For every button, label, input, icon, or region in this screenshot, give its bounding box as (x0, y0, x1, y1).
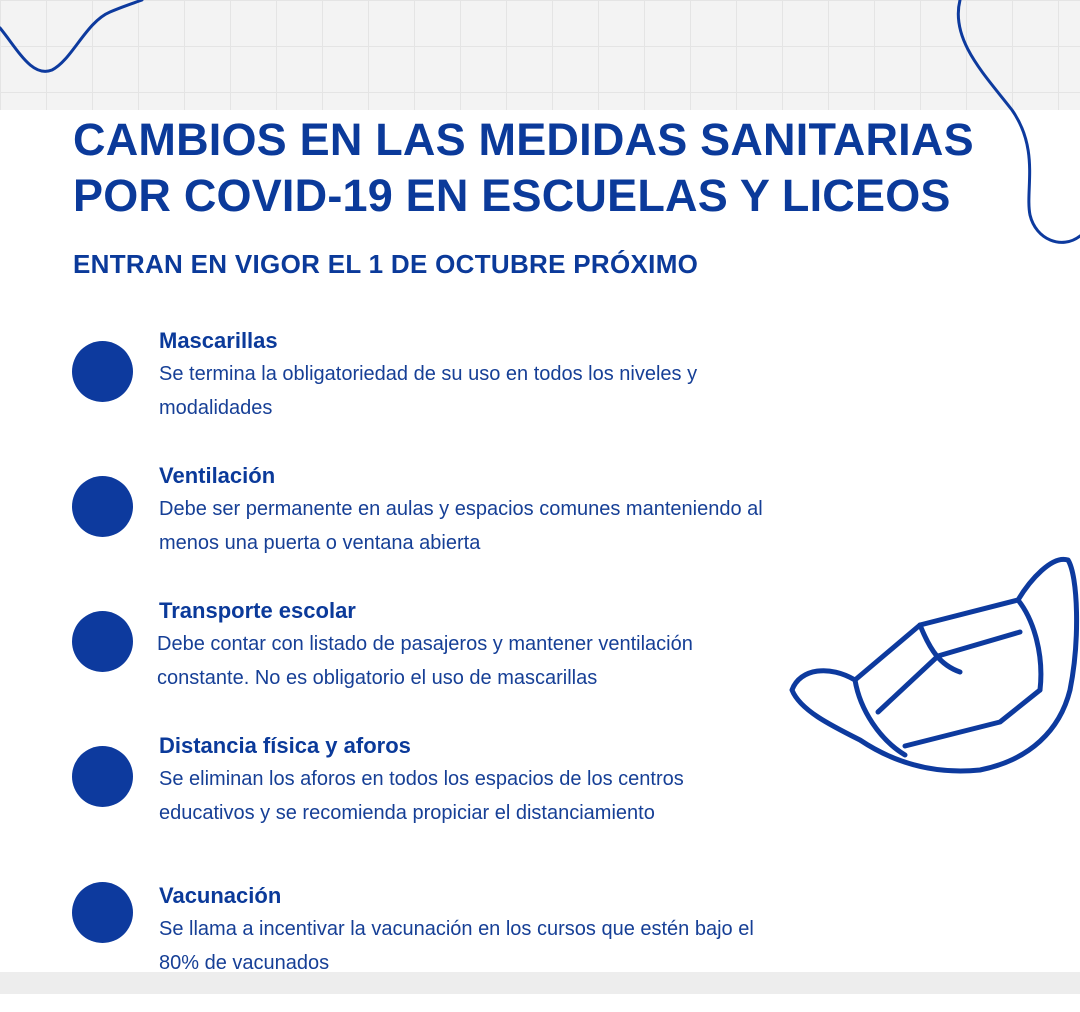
item-description (159, 492, 939, 560)
item-description (159, 912, 939, 980)
page-subtitle: ENTRAN EN VIGOR EL 1 DE OCTUBRE PRÓXIMO (73, 249, 699, 279)
item-description-line-2: constante. No es obligatorio el uso de mascarillas (157, 667, 598, 689)
item-description (159, 762, 939, 830)
top-left-squiggle (0, 0, 142, 71)
title-line-1: CAMBIOS EN LAS MEDIDAS SANITARIAS (73, 114, 974, 165)
bullet-dot (72, 611, 133, 672)
item-title: Distancia física y aforos (159, 733, 411, 758)
item-description-line-2: educativos y se recomienda propiciar el distanciamiento (159, 802, 655, 824)
item-description-line-2: menos una puerta o ventana abierta (159, 532, 481, 554)
list-item-mascarillas (0, 327, 1080, 457)
item-description-line-2: 80% de vacunados (159, 952, 330, 974)
item-description-line-1: Debe ser permanente en aulas y espacios comunes manteniendo al (159, 498, 763, 520)
item-description-line-2: modalidades (159, 397, 273, 419)
item-description (157, 627, 937, 695)
item-description-line-1: Se llama a incentivar la vacunación en los cursos que estén bajo el (159, 918, 754, 940)
item-title: Ventilación (159, 463, 276, 488)
bullet-dot (72, 341, 133, 402)
list-item-distancia-fisica (0, 732, 1080, 862)
item-title: Mascarillas (159, 328, 278, 353)
bullet-dot (72, 746, 133, 807)
bullet-dot (72, 476, 133, 537)
list-item-ventilacion (0, 462, 1080, 592)
item-description (159, 357, 939, 425)
bullet-dot (72, 882, 133, 943)
item-title: Vacunación (159, 883, 282, 908)
item-title: Transporte escolar (159, 598, 356, 623)
list-item-transporte-escolar (0, 597, 1080, 727)
page-title (73, 112, 1053, 224)
list-item-vacunacion (0, 882, 1080, 1012)
title-line-2: POR COVID-19 EN ESCUELAS Y LICEOS (73, 170, 951, 221)
item-description-line-1: Se eliminan los aforos en todos los espacios de los centros (159, 768, 684, 790)
item-description-line-1: Debe contar con listado de pasajeros y mantener ventilación (157, 633, 693, 655)
item-description-line-1: Se termina la obligatoriedad de su uso en todos los niveles y (159, 363, 698, 385)
